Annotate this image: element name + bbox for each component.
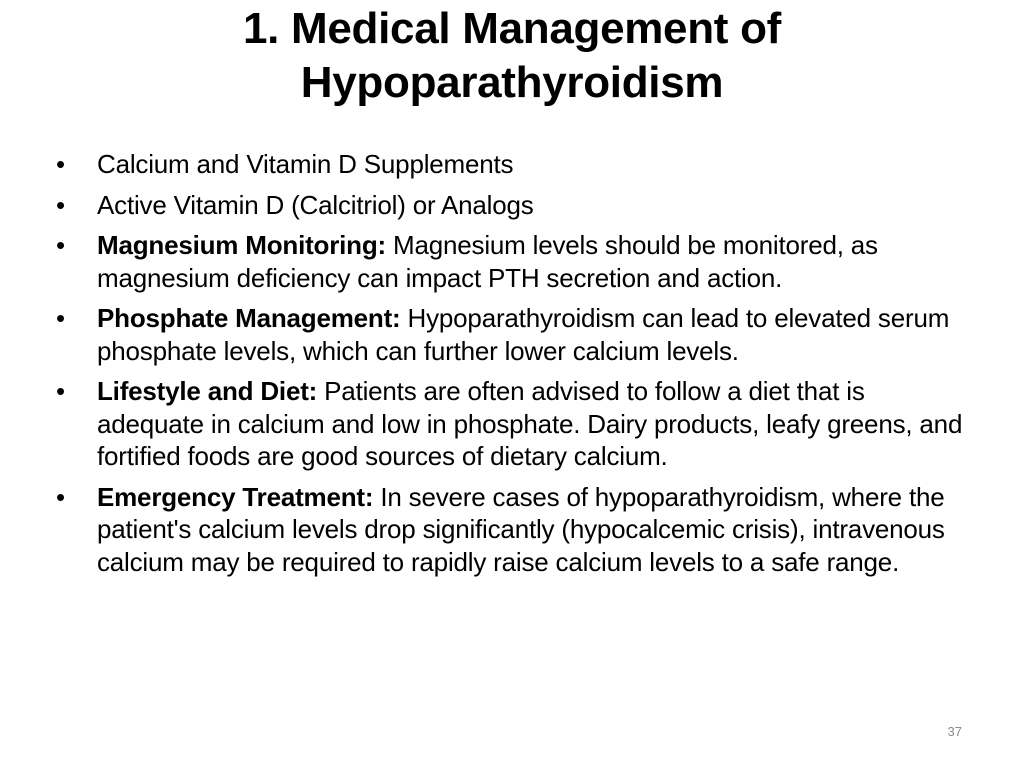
- bullet-icon: •: [56, 481, 65, 512]
- bullet-icon: •: [56, 149, 65, 179]
- bullet-item: [56, 302, 966, 367]
- bullet-heading: Emergency Treatment:: [97, 481, 374, 512]
- bullet-text: In severe cases of hypoparathyroidism, where the patient's calcium levels drop significantly (hypocalcemic crisis), intravenous calcium may be required to rapidly raise calcium levels to a safe range.: [97, 481, 945, 577]
- bullet-text: Patients are often advised to follow a diet that is adequate in calcium and low in phosphate. Dairy products, leafy greens, and fortified foods are good sources of dietary calcium.: [97, 376, 963, 471]
- bullet-item: [56, 481, 966, 579]
- bullet-icon: •: [56, 189, 65, 220]
- bullet-item: [56, 229, 966, 294]
- bullet-icon: •: [56, 230, 65, 260]
- bullet-heading: Phosphate Management:: [97, 303, 401, 333]
- bullet-text: Magnesium levels should be monitored, as magnesium deficiency can impact PTH secretion and action.: [97, 230, 878, 293]
- bullet-heading: Lifestyle and Diet:: [97, 376, 318, 406]
- bullet-icon: •: [56, 376, 65, 406]
- bullet-item: [56, 375, 966, 473]
- bullet-text: Calcium and Vitamin D Supplements: [97, 149, 514, 179]
- bullet-item: [56, 189, 966, 222]
- bullet-text: Hypoparathyroidism can lead to elevated serum phosphate levels, which can further lower calcium levels.: [97, 303, 950, 366]
- slide-number: 37: [947, 724, 962, 739]
- slide-title-line-2: Hypoparathyroidism: [300, 58, 724, 107]
- bullet-text: Active Vitamin D (Calcitriol) or Analogs: [97, 189, 534, 220]
- bullet-icon: •: [56, 303, 65, 333]
- bullet-heading: Magnesium Monitoring:: [97, 230, 386, 260]
- bullet-item: [56, 148, 966, 181]
- slide-title-line-1: 1. Medical Management of: [242, 4, 782, 53]
- slide-title: [60, 2, 964, 110]
- bullet-list: [56, 148, 966, 586]
